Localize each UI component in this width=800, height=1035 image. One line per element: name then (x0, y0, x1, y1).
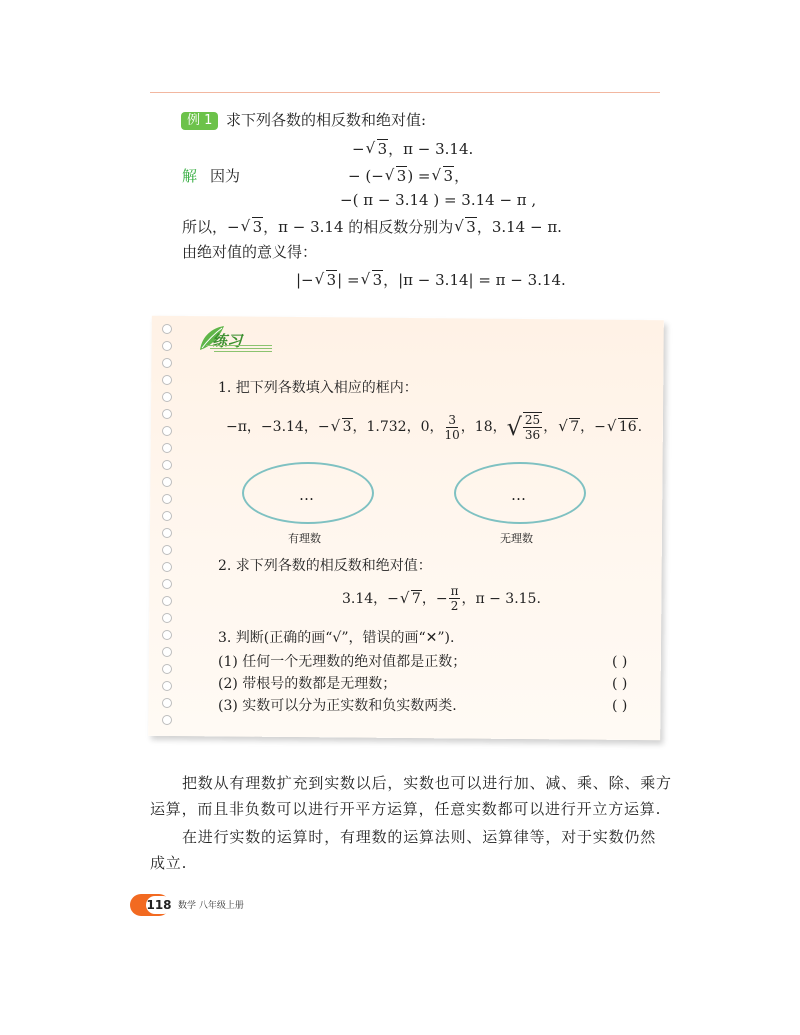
question-1: 1. 把下列各数填入相应的框内： (218, 380, 418, 396)
book-title: 数学 八年级上册 (178, 901, 244, 911)
irrational-set-label: 无理数 (500, 532, 533, 545)
sqrt-symbol: √ 16 (607, 417, 638, 437)
binder-ring-icon (162, 392, 172, 402)
sqrt-symbol: √ 3 (454, 217, 477, 237)
binder-ring-icon (162, 698, 172, 708)
title-underline (206, 345, 272, 346)
because-label: 因为 (210, 167, 241, 185)
paragraph-1-line-1: 把数从有理数扩充到实数以后，实数也可以进行加、减、乘、除、乘方 (182, 774, 672, 792)
q3-item-3: (3) 实数可以分为正实数和负实数两类. (218, 698, 457, 714)
q3-answer-blank-1[interactable]: ( ) (612, 654, 628, 670)
sqrt-symbol: √ 3 (331, 417, 353, 437)
sqrt-fraction: √ $\frac{25}{36}$ (506, 413, 541, 442)
binder-ring-icon (162, 664, 172, 674)
paragraph-2-line-2: 成立. (150, 854, 188, 872)
binder-ring-icon (162, 477, 172, 487)
binder-ring-icon (162, 426, 172, 436)
rational-set-label: 有理数 (288, 532, 321, 545)
abs-result-line: |− √ 3| = √ 3，|π − 3.14| = π − 3.14. (296, 270, 566, 290)
question-2-numbers: 3.14，− √ 7 ，− $\frac{\pi}{2}$ ，π − 3.15. (342, 584, 541, 613)
practice-title: 练习 (212, 332, 243, 350)
binder-ring-icon (162, 375, 172, 385)
binder-ring-icon (162, 324, 172, 334)
sqrt-symbol: √ 7 (558, 417, 580, 437)
sqrt-symbol: √ 3 (315, 270, 338, 290)
fraction: $\frac{\pi}{2}$ (450, 584, 459, 613)
binder-ring-icon (162, 528, 172, 538)
question-3: 3. 判断(正确的画“√”，错误的画“✕”). (218, 630, 455, 646)
paragraph-2-line-1: 在进行实数的运算时，有理数的运算法则、运算律等，对于实数仍然 (182, 828, 657, 846)
rational-set-dots: … (299, 486, 314, 504)
given-neg: − (352, 140, 365, 158)
example-prompt: 求下列各数的相反数和绝对值: (226, 111, 427, 129)
binder-ring-icon (162, 613, 172, 623)
binder-ring-icon (162, 511, 172, 521)
sqrt-symbol: √ 3 (366, 139, 389, 159)
title-underline (214, 351, 272, 352)
binder-ring-icon (162, 545, 172, 555)
q3-item-2: (2) 带根号的数都是无理数； (218, 676, 397, 692)
sqrt-symbol: √ 3 (241, 217, 264, 237)
binder-ring-icon (162, 630, 172, 640)
binder-ring-icon (162, 579, 172, 589)
irrational-set-dots: … (511, 486, 526, 504)
by-abs-line: 由绝对值的意义得： (182, 243, 318, 261)
binder-ring-icon (162, 647, 172, 657)
page-number: 118 (146, 898, 172, 912)
binder-ring-icon (162, 596, 172, 606)
solution-label: 解 (182, 167, 198, 185)
fraction: $\frac{3}{10}$ (444, 412, 460, 442)
example-tag: 例 1 (181, 112, 218, 130)
sqrt-symbol: √ 3 (385, 166, 408, 186)
sqrt-symbol: √ 3 (361, 270, 384, 290)
binder-ring-icon (162, 341, 172, 351)
q3-item-1: (1) 任何一个无理数的绝对值都是正数； (218, 654, 467, 670)
question-2: 2. 求下列各数的相反数和绝对值： (218, 558, 432, 574)
sqrt-symbol: √ 3 (432, 166, 455, 186)
q3-answer-blank-2[interactable]: ( ) (612, 676, 628, 692)
title-underline (210, 348, 272, 349)
solution-line-2: −( π − 3.14 ) = 3.14 − π , (340, 191, 537, 209)
solution-conclusion: 所以，− √ 3，π − 3.14 的相反数分别为 √ 3，3.14 − π. (182, 217, 562, 237)
q3-answer-blank-3[interactable]: ( ) (612, 698, 628, 714)
binder-ring-icon (162, 494, 172, 504)
binder-ring-icon (162, 715, 172, 725)
binder-ring-icon (162, 681, 172, 691)
paragraph-1-line-2: 运算，而且非负数可以进行开平方运算，任意实数都可以进行开立方运算. (150, 800, 662, 818)
binder-ring-icon (162, 443, 172, 453)
binder-ring-icon (162, 562, 172, 572)
given-rest: ，π − 3.14. (388, 140, 474, 158)
header-rule (150, 92, 660, 93)
sqrt-symbol: √ 7 (400, 589, 422, 609)
binder-ring-icon (162, 460, 172, 470)
binder-ring-icon (162, 409, 172, 419)
question-1-numbers: −π，−3.14，− √ 3 ，1.732，0， $\frac{3}{10}$ ，18， √ $\frac{25}{36}$ ， √ 7 ，− √ 16 . (226, 412, 642, 442)
solution-line-1: − (− √ 3) = √ 3， (348, 166, 469, 186)
example-given (352, 139, 473, 159)
binder-ring-icon (162, 358, 172, 368)
